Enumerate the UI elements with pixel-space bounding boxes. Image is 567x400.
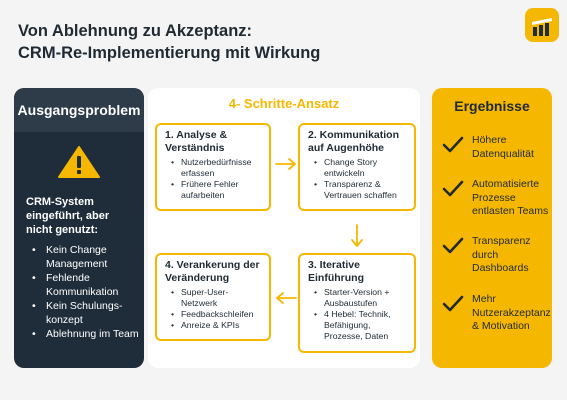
checkmark-icon [442,136,464,154]
warning-icon [57,145,101,179]
step-title: 3. Iterative Einführung [308,259,364,284]
step-item: • Starter-Version + Ausbaustufen [314,287,408,309]
step-title: 2. Kommunikation auf Augenhöhe [308,129,400,154]
step-item: • Feedbackschleifen [171,309,263,320]
step-item: • Nutzerbedürfnisse erfassen [171,157,263,179]
checkmark-icon [442,295,464,313]
step-item: • Anreize & KPIs [171,320,263,331]
checkmark-icon [442,180,464,198]
problem-panel [14,88,144,368]
result-text: Höhere Datenqualität [472,134,534,160]
step-title: 1. Analyse & Verständnis [165,129,228,154]
arrow-right-icon [275,157,297,171]
logo-icon [525,8,559,42]
step-item: • Transparenz & Vertrauen schaffen [314,179,408,201]
step-item: • Super-User-Netzwerk [171,287,263,309]
approach-heading: 4- Schritte-Ansatz [228,96,340,111]
title-block [18,20,320,64]
arrow-down-icon [350,224,364,248]
arrow-left-icon [275,291,297,305]
problem-list [32,244,140,343]
problem-subheading: CRM-System eingeführt, aber nicht genutzt: [26,196,110,236]
page-title-line-2: CRM-Re-Implementierung mit Wirkung [18,44,321,62]
problem-item: • Kein Change Management [32,244,140,271]
step-anchoring [155,253,271,341]
result-text: Transparenz durch Dashboards [472,235,531,274]
result-text: Mehr Nutzerakzeptanz & Motivation [472,293,551,332]
approach-panel [148,88,420,368]
step-title: 4. Verankerung der Veränderung [165,259,260,284]
page-title-line-1: Von Ablehnung zu Akzeptanz: [18,22,253,40]
step-item: • 4 Hebel: Technik, Befähigung, Prozesse, Daten [314,309,408,342]
step-item: • Change Story entwickeln [314,157,408,179]
step-iterative-rollout [298,253,416,353]
step-list [308,157,408,201]
step-communication [298,123,416,211]
checkmark-icon [442,237,464,255]
step-list [165,287,263,331]
results-panel [432,88,552,368]
results-heading: Ergebnisse [454,98,530,114]
brand-logo [525,8,559,42]
problem-item: • Kein Schulungs-konzept [32,300,140,327]
step-list [308,287,408,342]
step-list [165,157,263,201]
result-text: Automatisierte Prozesse entlasten Teams [472,178,549,217]
problem-heading: Ausgangsproblem [14,88,144,132]
problem-item: • Ablehnung im Team [32,328,140,342]
step-analysis [155,123,271,211]
step-item: • Frühere Fehler aufarbeiten [171,179,263,201]
problem-item: • Fehlende Kommunikation [32,272,140,299]
